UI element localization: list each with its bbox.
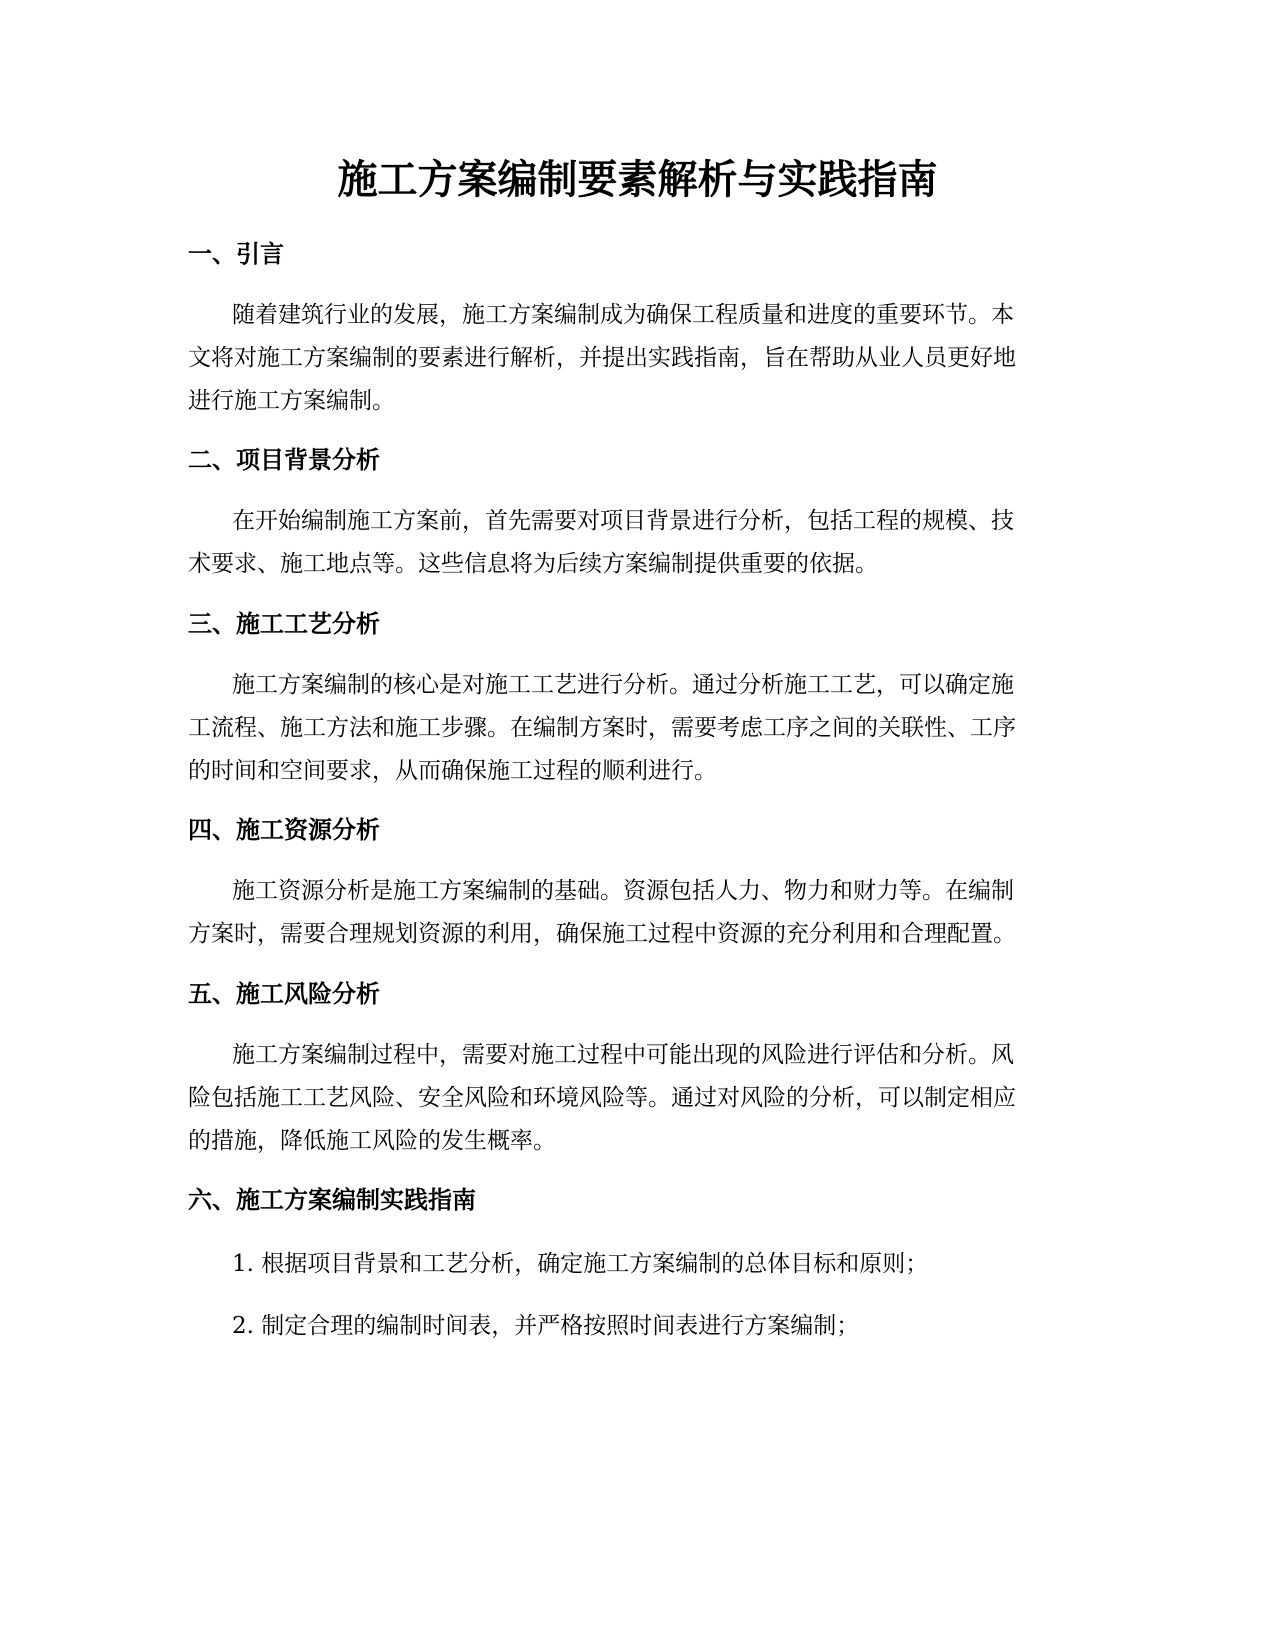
paragraph-line: 施工方案编制的核心是对施工工艺进行分析。通过分析施工工艺，可以确定施 bbox=[232, 672, 1014, 698]
paragraph-line: 施工方案编制过程中，需要对施工过程中可能出现的风险进行评估和分析。风 bbox=[232, 1042, 1014, 1068]
paragraph-line: 进行施工方案编制。 bbox=[188, 388, 395, 414]
paragraph-line: 文将对施工方案编制的要素进行解析，并提出实践指南，旨在帮助从业人员更好地 bbox=[188, 345, 1016, 371]
section-heading-construction-resources: 四、施工资源分析 bbox=[188, 816, 380, 844]
section-paragraph-construction-resources bbox=[188, 870, 1088, 956]
paragraph-line: 的时间和空间要求，从而确保施工过程的顺利进行。 bbox=[188, 758, 717, 784]
section-heading-introduction: 一、引言 bbox=[188, 240, 284, 268]
section-paragraph-project-background bbox=[188, 500, 1088, 586]
paragraph-line: 的措施，降低施工风险的发生概率。 bbox=[188, 1128, 556, 1154]
section-paragraph-construction-risk bbox=[188, 1034, 1088, 1163]
section-heading-construction-risk: 五、施工风险分析 bbox=[188, 980, 380, 1008]
paragraph-line: 险包括施工工艺风险、安全风险和环境风险等。通过对风险的分析，可以制定相应 bbox=[188, 1085, 1016, 1111]
list-item: 1. 根据项目背景和工艺分析，确定施工方案编制的总体目标和原则； bbox=[232, 1251, 929, 1277]
section-paragraph-construction-process bbox=[188, 664, 1088, 793]
paragraph-line: 工流程、施工方法和施工步骤。在编制方案时，需要考虑工序之间的关联性、工序 bbox=[188, 715, 1016, 741]
paragraph-line: 在开始编制施工方案前，首先需要对项目背景进行分析，包括工程的规模、技 bbox=[232, 508, 1014, 534]
paragraph-line: 术要求、施工地点等。这些信息将为后续方案编制提供重要的依据。 bbox=[188, 551, 878, 577]
section-heading-practice-guide: 六、施工方案编制实践指南 bbox=[188, 1186, 476, 1214]
paragraph-line: 随着建筑行业的发展，施工方案编制成为确保工程质量和进度的重要环节。本 bbox=[232, 302, 1014, 328]
document-title: 施工方案编制要素解析与实践指南 bbox=[337, 157, 938, 203]
paragraph-line: 方案时，需要合理规划资源的利用，确保施工过程中资源的充分利用和合理配置。 bbox=[188, 921, 1016, 947]
paragraph-line: 施工资源分析是施工方案编制的基础。资源包括人力、物力和财力等。在编制 bbox=[232, 878, 1014, 904]
section-paragraph-introduction bbox=[188, 294, 1088, 423]
section-heading-construction-process: 三、施工工艺分析 bbox=[188, 610, 380, 638]
section-heading-project-background: 二、项目背景分析 bbox=[188, 446, 380, 474]
list-item: 2. 制定合理的编制时间表，并严格按照时间表进行方案编制； bbox=[232, 1313, 860, 1339]
